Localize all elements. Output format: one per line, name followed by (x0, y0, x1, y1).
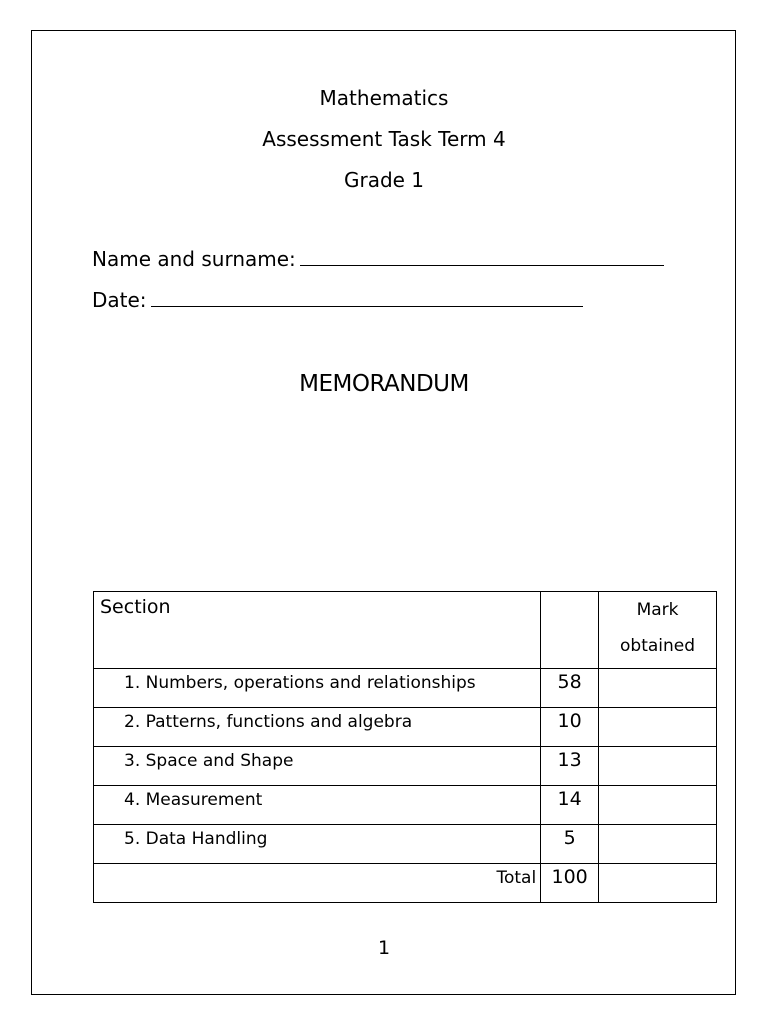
row-marks: 14 (557, 788, 582, 810)
row-label-cell (94, 747, 541, 786)
total-marks: 100 (551, 866, 588, 888)
date-blank-line[interactable] (151, 292, 583, 307)
row-marks-cell (541, 708, 599, 747)
table-row (94, 669, 717, 708)
grade-title: Grade 1 (343, 168, 425, 192)
row-obtained-cell[interactable] (599, 669, 717, 708)
memorandum-title: MEMORANDUM (299, 371, 469, 397)
table-row (94, 747, 717, 786)
marks-header-cell (541, 592, 599, 669)
row-label: 4. Measurement (124, 790, 263, 810)
page-number: 1 (377, 937, 391, 959)
section-header: Section (100, 596, 171, 618)
row-label: 5. Data Handling (124, 829, 268, 849)
name-blank-line[interactable] (300, 251, 664, 266)
row-marks: 58 (557, 671, 582, 693)
row-label: 1. Numbers, operations and relationships (124, 673, 476, 693)
table-row (94, 786, 717, 825)
section-header-cell (94, 592, 541, 669)
row-marks: 13 (557, 749, 582, 771)
row-label-cell (94, 786, 541, 825)
row-obtained-cell[interactable] (599, 708, 717, 747)
subject-title: Mathematics (319, 86, 449, 110)
row-marks-cell (541, 825, 599, 864)
date-label: Date: (92, 288, 147, 312)
mark-header-line1: Mark (636, 600, 679, 620)
marks-table (93, 591, 717, 903)
row-label: 2. Patterns, functions and algebra (124, 712, 413, 732)
row-marks: 5 (563, 827, 576, 849)
total-label-cell (94, 864, 541, 903)
row-marks-cell (541, 747, 599, 786)
table-row (94, 825, 717, 864)
row-marks: 10 (557, 710, 582, 732)
total-obtained-cell[interactable] (599, 864, 717, 903)
row-label-cell (94, 669, 541, 708)
table-row (94, 708, 717, 747)
mark-header-line2: obtained (620, 636, 696, 656)
row-label-cell (94, 708, 541, 747)
row-marks-cell (541, 786, 599, 825)
total-label: Total (496, 868, 537, 888)
table-header-row (94, 592, 717, 669)
row-label-cell (94, 825, 541, 864)
row-obtained-cell[interactable] (599, 825, 717, 864)
total-marks-cell (541, 864, 599, 903)
name-label: Name and surname: (92, 247, 296, 271)
total-row (94, 864, 717, 903)
mark-obtained-header-cell (599, 592, 717, 669)
row-obtained-cell[interactable] (599, 786, 717, 825)
date-field-row (92, 288, 583, 312)
name-field-row (92, 247, 664, 271)
row-obtained-cell[interactable] (599, 747, 717, 786)
row-marks-cell (541, 669, 599, 708)
task-title: Assessment Task Term 4 (262, 127, 506, 151)
row-label: 3. Space and Shape (124, 751, 294, 771)
